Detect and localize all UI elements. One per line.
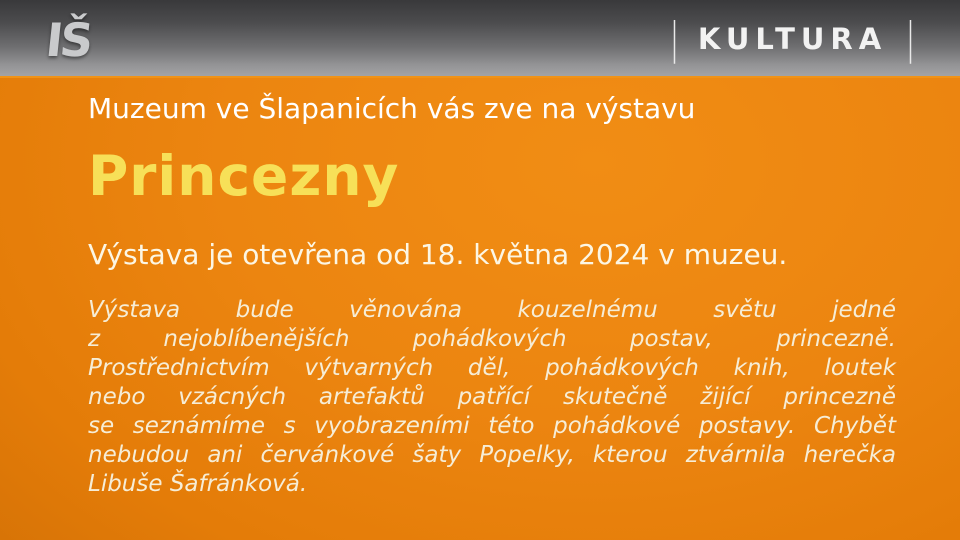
- brand-separator-left: |: [669, 13, 680, 64]
- intro-line: Muzeum ve Šlapanicích vás zve na výstavu: [88, 92, 696, 125]
- subtitle-line: Výstava je otevřena od 18. května 2024 v muzeu.: [88, 238, 788, 271]
- paragraph-line: nebudou ani červánkové šaty Popelky, kterou ztvárnila herečka: [88, 442, 896, 468]
- paragraph-line: Výstava bude věnována kouzelnému světu jedné: [88, 297, 896, 323]
- slide-body: [88, 78, 896, 540]
- is-logo: IŠ: [43, 13, 94, 67]
- paragraph-line: Prostřednictvím výtvarných děl, pohádkových knih, loutek: [88, 355, 896, 381]
- paragraph-line: z nejoblíbenějších pohádkových postav, princezně.: [88, 326, 896, 352]
- description-paragraph: [88, 296, 896, 499]
- paragraph-line: se seznámíme s vyobrazeními této pohádkové postavy. Chybět: [88, 413, 896, 439]
- slide-title: Princezny: [88, 144, 400, 208]
- brand-label: KULTURA: [697, 21, 888, 56]
- paragraph-line: nebo vzácných artefaktů patřící skutečně žijící princezně: [88, 384, 896, 410]
- brand-separator-right: |: [905, 13, 916, 64]
- paragraph-line: Libuše Šafránková.: [88, 471, 308, 497]
- header-bar: [0, 0, 960, 78]
- kultura-brand: [667, 13, 918, 64]
